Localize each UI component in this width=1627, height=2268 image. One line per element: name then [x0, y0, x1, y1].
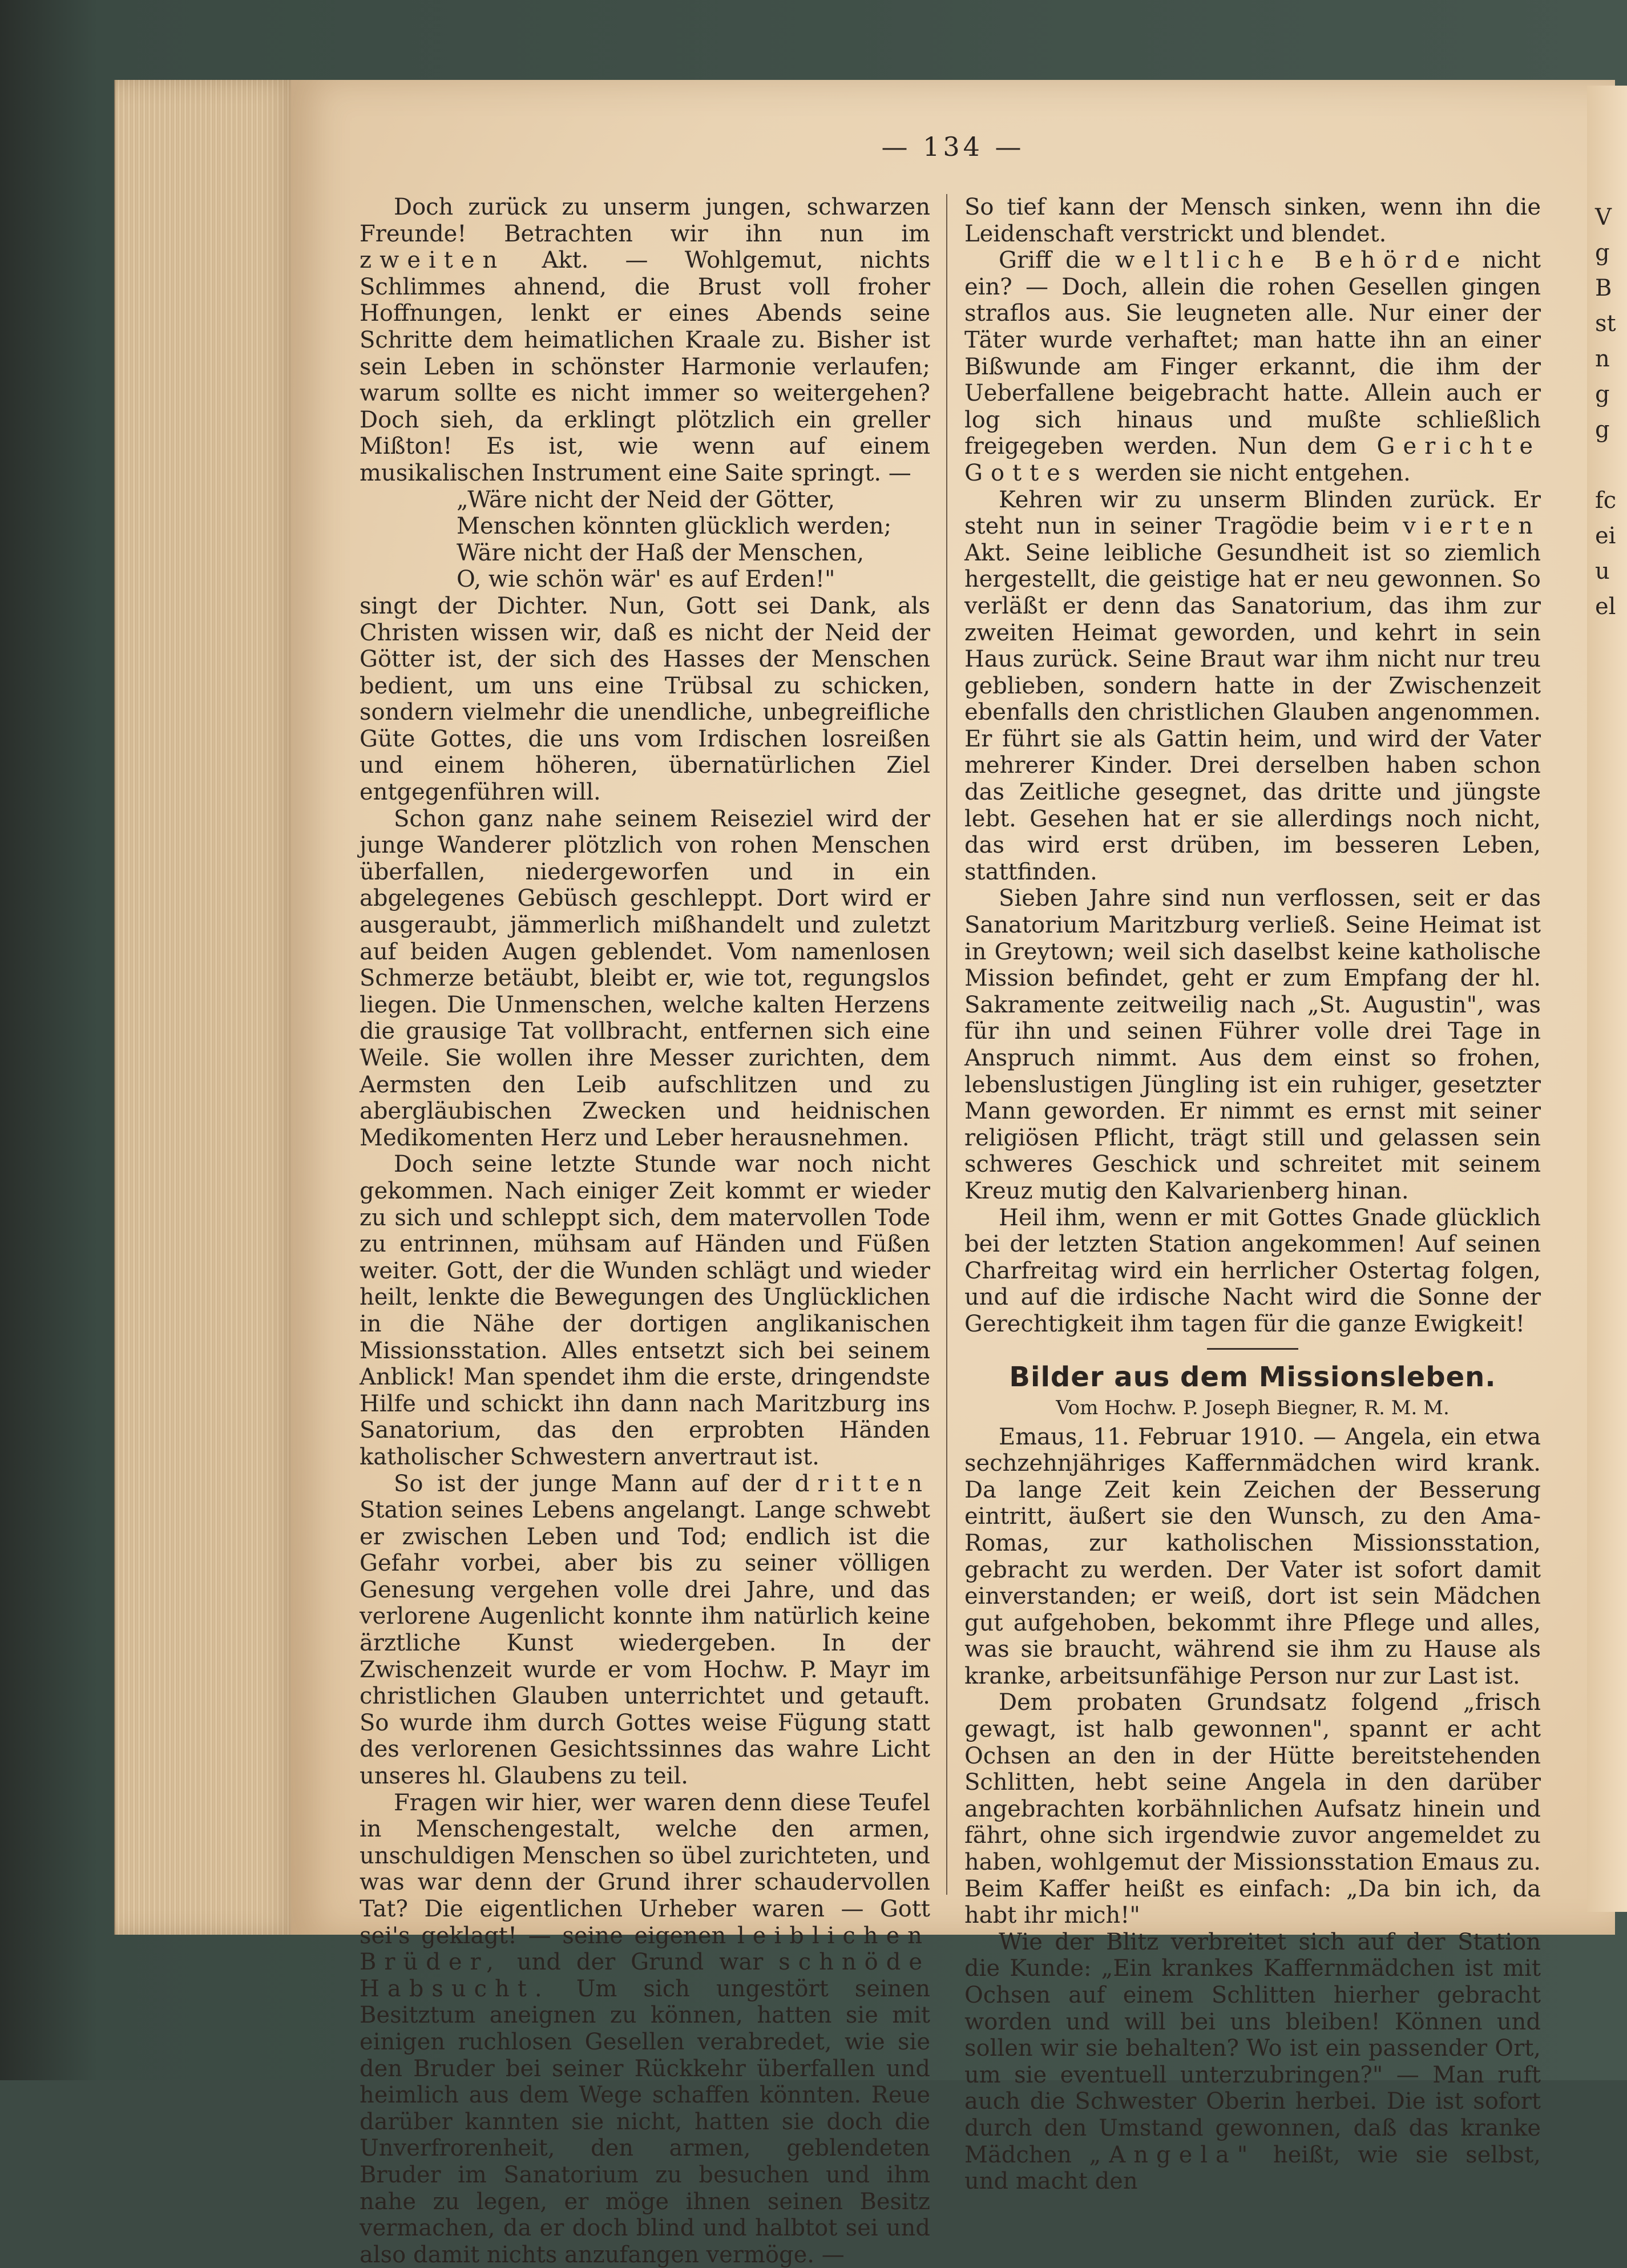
paragraph: Sieben Jahre sind nun verflossen, seit er das Sanatorium Maritzburg verließ. Seine Heimat ist in Greytown; weil sich daselbst keine katholische Mission befindet, geht er zum Empfang der hl. Sakramente zeitweilig nach „St. Augustin", was für ihn und seinen Führer volle drei Tage in Anspruch nimmt. Aus dem einst so frohen, lebenslustigen Jüngling ist ein ruhiger, gesetzter Mann geworden. Er nimmt es ernst mit seiner religiösen Pflicht, trägt still und gelassen sein schweres Geschick und schreitet mit seinem Kreuz mutig den Kalvarienberg hinan. [964, 885, 1541, 1204]
paragraph: Fragen wir hier, wer waren denn diese Teufel in Menschengestalt, welche den armen, unschuldigen Menschen so übel zurichteten, und was war denn der Grund ihrer schaudervollen Tat? Die eigentlichen Urheber waren — Gott sei's geklagt! — seine eigenen leiblichen Brüder, und der Grund war schnöde Habsucht. Um sich ungestört seinen Besitztum aneignen zu können, hatten sie mit einigen ruchlosen Gesellen verabredet, wie sie den Bruder bei seiner Rückkehr überfallen und heimlich aus dem Wege schaffen könnten. Reue darüber kannten sie nicht, hatten sie doch die Unverfrorenheit, den armen, geblendeten Bruder im Sanatorium zu besuchen und ihm nahe zu legen, er möge ihnen seinen Besitz vermachen, da er doch blind und halbtot sei und also damit nichts anzufangen vermöge. — [360, 1789, 931, 2268]
paragraph: singt der Dichter. Nun, Gott sei Dank, als Christen wissen wir, daß es nicht der Neid der Götter ist, der sich des Hasses der Menschen bedient, um uns eine Trübsal zu schicken, sondern vielmehr die unendliche, unbegreifliche Güte Gottes, die uns vom Irdischen losreißen und einem höheren, übernatürlichen Ziel entgegenführen will. [360, 592, 930, 806]
paragraph: Wie der Blitz verbreitet sich auf der Station die Kunde: „Ein krankes Kaffernmädchen ist mit Ochsen auf einem Schlitten hierher gebracht worden und will bei uns bleiben! Können und sollen wir sie behalten? Wo ist ein passender Ort, um sie eventuell unterzubringen?" — Man ruft auch die Schwester Oberin herbei. Die ist sofort durch den Umstand gewonnen, daß das kranke Mädchen „Angela" heißt, wie sie selbst, und macht den [964, 1928, 1541, 2195]
paragraph: Schon ganz nahe seinem Reiseziel wird der junge Wanderer plötzlich von rohen Menschen überfallen, niedergeworfen und in ein abgelegenes Gebüsch geschleppt. Dort wird er ausgeraubt, jämmerlich mißhandelt und zuletzt auf beiden Augen geblendet. Vom namenlosen Schmerze betäubt, bleibt er, wie tot, regungslos liegen. Die Unmenschen, welche kalten Herzens die grausige Tat vollbracht, entfernen sich eine Weile. Sie wollen ihre Messer zurichten, dem Aermsten den Leib aufschlitzen und zu abergläubischen Zwecken und heidnischen Medikomenten Herz und Leber herausnehmen. [360, 805, 930, 1151]
section-heading: Bilder aus dem Missionsleben. [1009, 1361, 1496, 1393]
poem-line: Wäre nicht der Haß der Menschen, [457, 539, 865, 566]
paragraph: So tief kann der Mensch sinken, wenn ihn die Leidenschaft verstrickt und blendet. [964, 194, 1541, 247]
poem [457, 487, 930, 593]
poem-line: Menschen könnten glücklich werden; [457, 513, 892, 540]
facing-page-text: V g B st n g g fc ei u el [1595, 204, 1617, 620]
poem-line: „Wäre nicht der Neid der Götter, [457, 486, 835, 513]
left-column [360, 194, 930, 2268]
facing-page-fragment [1587, 86, 1627, 1912]
book-page [291, 80, 1615, 2268]
paragraph: Doch zurück zu unserm jungen, schwarzen Freunde! Betrachten wir ihn nun im zweiten Akt. — Wohlgemut, nichts Schlimmes ahnend, die Brust voll froher Hoffnungen, lenkt er eines Abends seine Schritte dem heimatlichen Kraale zu. Bisher ist sein Leben in schönster Harmonie verlaufen; warum sollte es nicht immer so weitergehen? Doch sieh, da erklingt plötzlich ein greller Mißton! Es ist, wie wenn auf einem musikalischen Instrument eine Saite springt. — [360, 194, 930, 486]
page-block-edge [114, 80, 304, 1935]
paragraph: Kehren wir zu unserm Blinden zurück. Er steht nun in seiner Tragödie beim vierten Akt. Seine leibliche Gesundheit ist so ziemlich hergestellt, die geistige hat er neu gewonnen. So verläßt er denn das Sanatorium, das ihm zur zweiten Heimat geworden, und kehrt in sein Haus zurück. Seine Braut war ihm nicht nur treu geblieben, sondern hatte in der Zwischenzeit ebenfalls den christlichen Glauben angenommen. Er führt sie als Gattin heim, und wird der Vater mehrerer Kinder. Drei derselben haben schon das Zeitliche gesegnet, das dritte und jüngste lebt. Gesehen hat er sie allerdings noch nicht, das wird erst drüben, im besseren Leben, stattfinden. [964, 486, 1541, 885]
poem-line: O, wie schön wär' es auf Erden!" [457, 566, 835, 593]
right-column [964, 194, 1541, 2195]
paragraph: Heil ihm, wenn er mit Gottes Gnade glücklich bei der letzten Station angekommen! Auf seinen Charfreitag wird ein herrlicher Ostertag folgen, und auf die irdische Nacht wird die Sonne der Gerechtigkeit ihm tagen für die ganze Ewigkeit! [964, 1204, 1541, 1337]
paragraph: Doch seine letzte Stunde war noch nicht gekommen. Nach einiger Zeit kommt er wieder zu sich und schleppt sich, dem matervollen Tode zu entrinnen, mühsam auf Händen und Füßen weiter. Gott, der die Wunden schlägt und wieder heilt, lenkte die Bewegungen des Unglücklichen in die Nähe der dortigen anglikanischen Missionsstation. Alles entsetzt sich bei seinem Anblick! Man spendet ihm die erste, dringendste Hilfe und schickt ihn dann nach Maritzburg ins Sanatorium, das den erprobten Händen katholischer Schwestern anvertraut ist. [360, 1151, 930, 1470]
section-rule [1207, 1348, 1298, 1350]
column-divider [946, 194, 947, 1895]
page-number: — 134 — [881, 131, 1025, 162]
paragraph: So ist der junge Mann auf der dritten Station seines Lebens angelangt. Lange schwebt er zwischen Leben und Tod; endlich ist die Gefahr vorbei, aber bis zu seiner völligen Genesung vergehen volle drei Jahre, und das verlorene Augenlicht konnte ihm natürlich keine ärztliche Kunst wiedergeben. In der Zwischenzeit wurde er vom Hochw. P. Mayr im christlichen Glauben unterrichtet und getauft. So wurde ihm durch Gottes weise Fügung statt des verlorenen Gesichtssinnes das wahre Licht unseres hl. Glaubens zu teil. [360, 1470, 930, 1790]
paragraph: Emaus, 11. Februar 1910. — Angela, ein etwa sechzehnjähriges Kaffernmädchen wird krank. Da lange Zeit kein Zeichen der Besserung eintritt, äußert sie den Wunsch, zu den Ama-Romas, zur katholischen Missionsstation, gebracht zu werden. Der Vater ist sofort damit einverstanden; er weiß, dort ist sein Mädchen gut aufgehoben, bekommt ihre Pflege und alles, was sie braucht, während sie ihm zu Hause als kranke, arbeitsunfähige Person nur zur Last ist. [964, 1423, 1541, 1689]
byline: Vom Hochw. P. Joseph Biegner, R. M. M. [1056, 1396, 1450, 1419]
paragraph: Dem probaten Grundsatz folgend „frisch gewagt, ist halb gewonnen", spannt er acht Ochsen an den in der Hütte bereitstehenden Schlitten, hebt seine Angela in den darüber angebrachten korbähnlichen Aufsatz hinein und fährt, ohne sich irgendwie zuvor angemeldet zu haben, wohlgemut der Missionsstation Emaus zu. Beim Kaffer heißt es einfach: „Da bin ich, da habt ihr mich!" [964, 1689, 1541, 1929]
paragraph: Griff die weltliche Behörde nicht ein? — Doch, allein die rohen Gesellen gingen straflos aus. Sie leugneten alle. Nur einer der Täter wurde verhaftet; man hatte ihn an einer Bißwunde am Finger erkannt, die ihm der Ueberfallene beigebracht hatte. Allein auch er log sich hinaus und mußte schließlich freigegeben werden. Nun dem Gerichte Gottes werden sie nicht entgehen. [964, 247, 1541, 486]
